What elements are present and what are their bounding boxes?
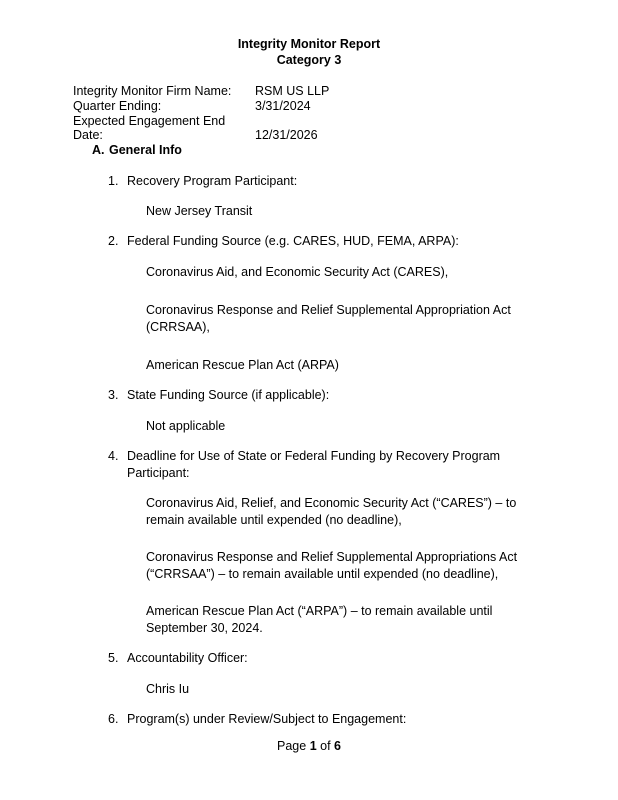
page-number: [0, 739, 618, 753]
item-number: 5.: [108, 651, 119, 665]
answer-deadline-cares: Coronavirus Aid, Relief, and Economic Security Act (“CARES”) – to remain available until expended (no deadline),: [146, 496, 517, 527]
list-item-officer: [108, 650, 528, 667]
answer-state-funding: Not applicable: [146, 419, 226, 433]
meta-label: Integrity Monitor Firm Name:: [73, 84, 232, 98]
item-label: Deadline for Use of State or Federal Funding by Recovery Program Participant:: [127, 449, 501, 480]
meta-label: Quarter Ending:: [73, 99, 162, 113]
report-title: Integrity Monitor Report: [237, 37, 381, 51]
page-current: 1: [309, 739, 317, 753]
answer-deadline-crrsaa: Coronavirus Response and Relief Supplemental Appropriations Act (“CRRSAA”) – to remain available until expended (no deadline),: [146, 550, 518, 581]
section-title: General Info: [109, 143, 182, 157]
meta-row-end-date: [73, 114, 318, 142]
item-label: Recovery Program Participant:: [127, 174, 298, 188]
item-number: 3.: [108, 388, 119, 402]
page-of: of: [320, 739, 331, 753]
meta-row-firm: [73, 84, 329, 98]
item-label: Accountability Officer:: [127, 651, 248, 665]
report-category: Category 3: [276, 53, 342, 67]
list-item-participant: [108, 173, 528, 190]
answer-officer: Chris Iu: [146, 682, 190, 696]
list-item-programs: [108, 711, 528, 728]
item-number: 2.: [108, 234, 119, 248]
item-label: Federal Funding Source (e.g. CARES, HUD, FEMA, ARPA):: [127, 234, 459, 248]
answer-participant: New Jersey Transit: [146, 204, 253, 218]
section-heading: [92, 143, 182, 157]
list-item-deadline: [108, 448, 528, 482]
page-prefix: Page: [277, 739, 307, 753]
answer-federal-cares: Coronavirus Aid, and Economic Security Act (CARES),: [146, 265, 449, 279]
answer-federal-arpa: American Rescue Plan Act (ARPA): [146, 358, 339, 372]
answer-federal-crrsaa: Coronavirus Response and Relief Supplemental Appropriation Act (CRRSAA),: [146, 303, 511, 334]
item-number: 4.: [108, 449, 119, 463]
list-item-state-funding: [108, 387, 528, 404]
meta-value: 12/31/2026: [255, 128, 318, 142]
meta-label: Expected Engagement End Date:: [73, 114, 226, 142]
page-total: 6: [334, 739, 341, 753]
item-number: 1.: [108, 174, 119, 188]
item-label: Program(s) under Review/Subject to Engagement:: [127, 712, 407, 726]
meta-value: RSM US LLP: [255, 84, 330, 98]
list-item-federal-funding: [108, 233, 528, 250]
meta-row-quarter: [73, 99, 311, 113]
answer-deadline-arpa: American Rescue Plan Act (“ARPA”) – to remain available until September 30, 2024.: [146, 604, 493, 635]
item-number: 6.: [108, 712, 119, 726]
meta-value: 3/31/2024: [255, 99, 311, 113]
section-letter: A.: [92, 143, 105, 157]
item-label: State Funding Source (if applicable):: [127, 388, 330, 402]
